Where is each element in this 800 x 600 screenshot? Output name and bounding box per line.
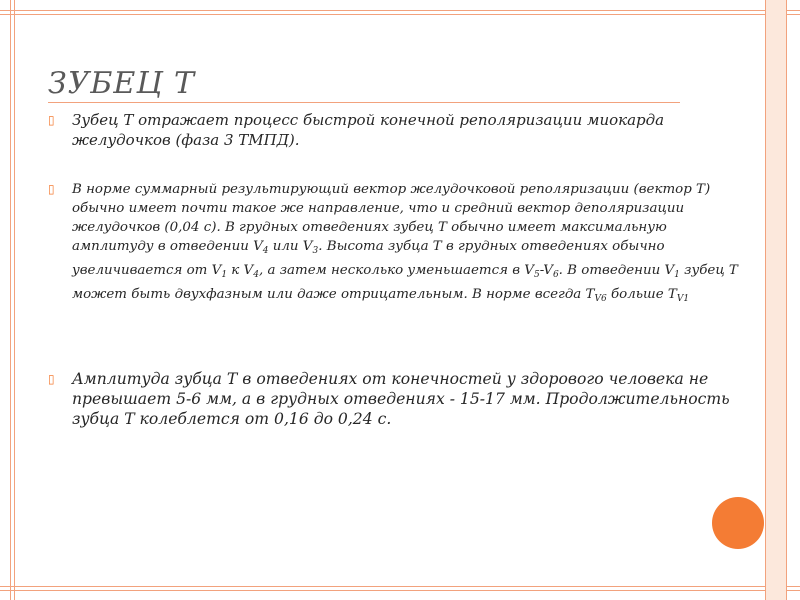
bullet-icon: ▯ — [48, 372, 55, 386]
left-border-line — [10, 0, 11, 600]
bullet-3 — [48, 369, 738, 429]
bullet-1 — [48, 110, 738, 150]
bullet-icon: ▯ — [48, 182, 55, 196]
bottom-border-line — [0, 586, 800, 587]
decorative-circle — [712, 497, 764, 549]
right-decorative-band — [765, 0, 787, 600]
bullet-icon: ▯ — [48, 113, 55, 127]
slide-title: ЗУБЕЦ Т — [48, 66, 196, 101]
left-border-line-2 — [14, 0, 15, 600]
title-underline — [48, 102, 680, 103]
bullet-3-text: Амплитуда зубца Т в отведениях от конечностей у здорового человека не превышает 5-6 мм, а в грудных отведениях - 15-17 мм. Продолжительность зубца Т колеблется от 0,16 до 0,24 с. — [72, 370, 730, 428]
bullet-2-text: В норме суммарный результирующий вектор желудочковой реполяризации (вектор Т) обычно имеет почти такое же направление, что и средний вектор деполяризации желудочков (0,04 с). В грудных отведениях зубец Т обычно имеет максимальную амплитуду в отведении $V_4$ или $V_3$. Высота зубца Т в грудных отведениях обычно увеличивается от $V_1$ к $V_4$, а затем несколько уменьшается в $V_5-V_6$. В отведении $V_1$ зубец Т может быть двухфазным или даже отрицательным. В норме всегда $Т_{V6}$ больше $Т_{V1}$ — [72, 182, 738, 304]
bottom-border-line-2 — [0, 590, 800, 591]
top-border-line — [0, 10, 800, 11]
bullet-1-text: Зубец Т отражает процесс быстрой конечной реполяризации миокарда желудочков (фаза 3 ТМПД). — [72, 111, 665, 149]
top-border-line-2 — [0, 14, 800, 15]
bullet-2 — [48, 180, 738, 309]
